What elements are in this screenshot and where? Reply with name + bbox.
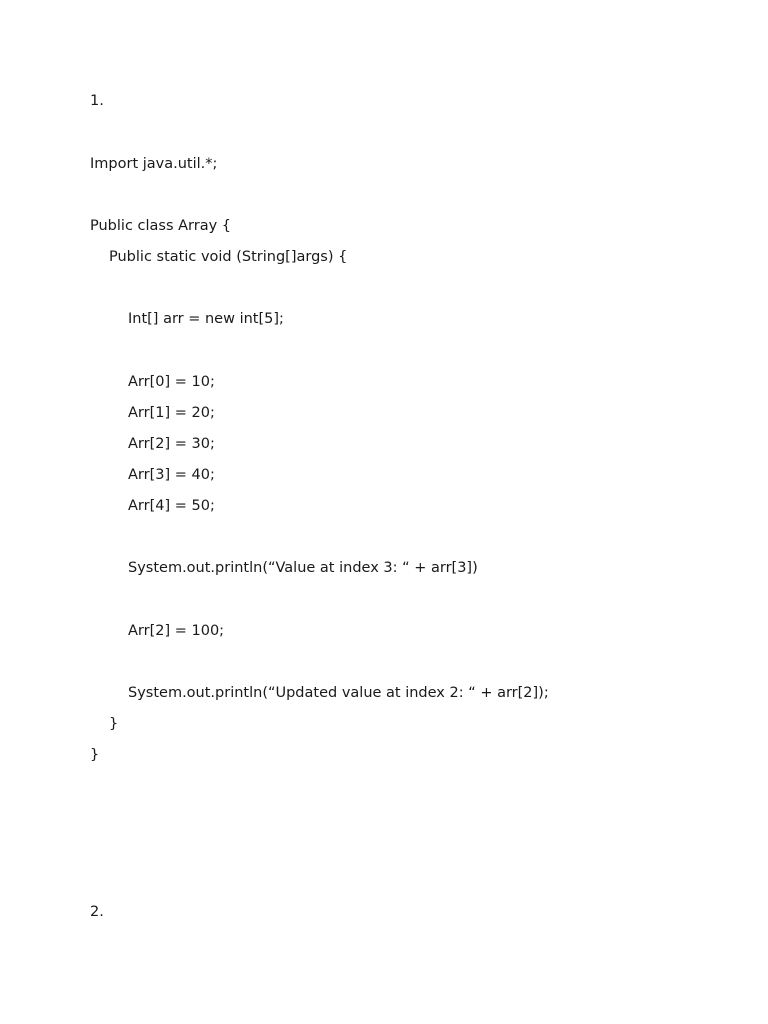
- code-close-main-brace: }: [109, 716, 119, 732]
- code-close-class-brace: }: [90, 747, 100, 763]
- code-assign-index-0: Arr[0] = 10;: [128, 374, 215, 390]
- code-print-index-3: System.out.println(“Value at index 3: “ + arr[3]): [128, 560, 478, 576]
- code-assign-index-4: Arr[4] = 50;: [128, 498, 215, 514]
- section-number-1: 1.: [90, 93, 104, 109]
- code-update-index-2: Arr[2] = 100;: [128, 623, 225, 639]
- code-array-declaration: Int[] arr = new int[5];: [128, 311, 284, 327]
- code-print-updated-value: System.out.println(“Updated value at index 2: “ + arr[2]);: [128, 685, 549, 701]
- code-main-declaration: Public static void (String[]args) {: [109, 249, 348, 265]
- code-assign-index-1: Arr[1] = 20;: [128, 405, 215, 421]
- code-import-line: Import java.util.*;: [90, 156, 218, 172]
- document-page: [90, 0, 730, 1024]
- section-number-2: 2.: [90, 904, 104, 920]
- code-class-declaration: Public class Array {: [90, 218, 232, 234]
- code-assign-index-2: Arr[2] = 30;: [128, 436, 215, 452]
- code-assign-index-3: Arr[3] = 40;: [128, 467, 215, 483]
